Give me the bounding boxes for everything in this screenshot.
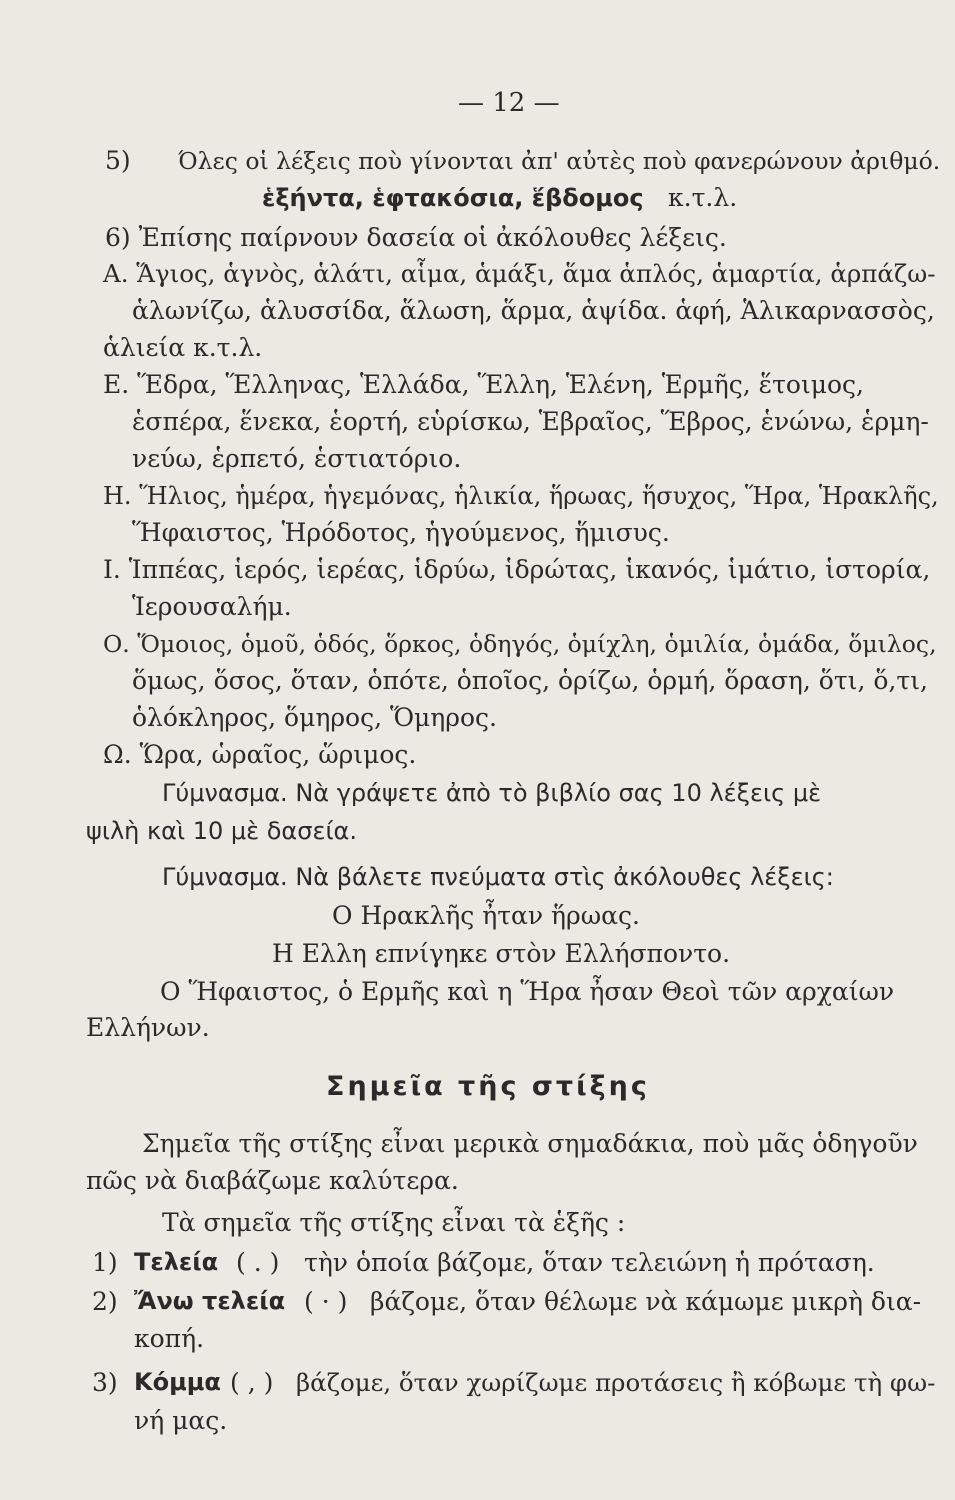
intro-line-3: Τὰ σημεῖα τῆς στίξης εἶναι τὰ ἑξῆς :	[162, 1208, 626, 1237]
mark-2-text: βάζομε, ὅταν θέλωμε νὰ κάμωμε μικρὴ δια-	[370, 1287, 922, 1316]
mark-3-text: βάζομε, ὅταν χωρίζωμε προτάσεις ἢ κόβωμε τὴ φω-	[296, 1368, 936, 1397]
group-a-line-2: ἁλωνίζω, ἁλυσσίδα, ἅλωση, ἅρμα, ἁψίδα. ἁφή, Ἁλικαρνασσὸς,	[132, 296, 935, 325]
group-e-line-2: ἑσπέρα, ἕνεκα, ἑορτή, εὑρίσκω, Ἑβραῖος, Ἕβρος, ἑνώνω, ἑρμη-	[132, 407, 929, 436]
group-h-line-1: Η. Ἥλιος, ἡμέρα, ἡγεμόνας, ἡλικία, ἥρωας, ἥσυχος, Ἥρα, Ἡρακλῆς,	[103, 482, 939, 510]
item-5-text: Όλες οἱ λέξεις ποὺ γίνονται ἀπ' αὐτὲς ποὺ φανερώνουν ἀριθμό.	[178, 147, 941, 175]
mark-3-symbol: ( , )	[230, 1368, 274, 1397]
mark-1-text: τὴν ὁποία βάζομε, ὅταν τελειώνη ἡ πρόταση.	[304, 1248, 875, 1277]
mark-1-symbol: ( . )	[236, 1248, 280, 1277]
group-h-line-2: Ἥφαιστος, Ἡρόδοτος, ἡγούμενος, ἥμισυς.	[132, 518, 670, 547]
group-e-line-3: νεύω, ἑρπετό, ἑστιατόριο.	[132, 444, 462, 473]
mark-1-number: 1)	[92, 1248, 118, 1277]
exercise-1-line-1: Γύμνασμα. Νὰ γράψετε ἀπὸ τὸ βιβλίο σας 10 λέξεις μὲ	[162, 779, 822, 807]
item-5-number: 5)	[105, 146, 131, 175]
mark-2-symbol: ( · )	[304, 1287, 348, 1316]
exercise-2-line-1: Γύμνασμα. Νὰ βάλετε πνεύματα στὶς ἀκόλουθες λέξεις:	[162, 863, 834, 891]
group-e-line-1: Ε. Ἕδρα, Ἕλληνας, Ἑλλάδα, Ἕλλη, Ἑλένη, Ἑρμῆς, ἕτοιμος,	[103, 370, 864, 399]
mark-3-name: Κόμμα	[134, 1368, 221, 1396]
exercise-sentence-4: Ελλήνων.	[86, 1013, 210, 1042]
page-number: — 12 —	[458, 88, 560, 118]
item-5-etc: κ.τ.λ.	[668, 183, 738, 212]
group-i-line-1: Ι. Ἱππέας, ἱερός, ἱερέας, ἱδρύω, ἱδρώτας, ἱκανός, ἱμάτιο, ἱστορία,	[103, 555, 931, 584]
exercise-sentence-3: Ο Ἥφαιστος, ὁ Ερμῆς καὶ η Ἥρα ἦσαν Θεοὶ τῶν αρχαίων	[160, 977, 895, 1006]
group-i-line-2: Ἱερουσαλήμ.	[132, 592, 292, 621]
intro-line-2: πῶς νὰ διαβάζωμε καλύτερα.	[86, 1166, 459, 1195]
mark-2-name: Ἄνω τελεία	[134, 1287, 286, 1315]
section-heading: Σημεῖα τῆς στίξης	[326, 1071, 650, 1102]
mark-2-number: 2)	[92, 1287, 118, 1316]
item-5-examples: ἑξήντα, ἑφτακόσια, ἕβδομος	[262, 184, 644, 212]
exercise-sentence-1: Ο Ηρακλῆς ἦταν ἥρωας.	[332, 901, 640, 930]
intro-line-1: Σημεῖα τῆς στίξης εἶναι μερικὰ σημαδάκια, ποὺ μᾶς ὁδηγοῦν	[142, 1129, 918, 1158]
group-o-line-3: ὁλόκληρος, ὅμηρος, Ὅμηρος.	[132, 703, 497, 732]
item-6-text: 6) Ἐπίσης παίρνουν δασεία οἱ ἀκόλουθες λέξεις.	[105, 223, 727, 252]
group-w-line-1: Ω. Ὥρα, ὡραῖος, ὥριμος.	[103, 740, 417, 769]
mark-3-continuation: νή μας.	[134, 1406, 228, 1435]
group-o-line-1: Ο. Ὅμοιος, ὁμοῦ, ὁδός, ὅρκος, ὁδηγός, ὁμίχλη, ὁμιλία, ὁμάδα, ὅμιλος,	[103, 630, 937, 658]
mark-1-name: Τελεία	[134, 1248, 219, 1276]
exercise-sentence-2: Η Ελλη επνίγηκε στὸν Ελλήσποντο.	[272, 939, 731, 968]
group-a-line-1: Α. Ἅγιος, ἁγνὸς, ἁλάτι, αἷμα, ἁμάξι, ἅμα ἁπλός, ἁμαρτία, ἁρπάζω-	[103, 259, 936, 288]
exercise-1-line-2: ψιλὴ καὶ 10 μὲ δασεία.	[86, 817, 358, 845]
group-o-line-2: ὅμως, ὅσος, ὅταν, ὁπότε, ὁποῖος, ὁρίζω, ὁρμή, ὅραση, ὅτι, ὅ,τι,	[132, 666, 928, 695]
mark-2-continuation: κοπή.	[134, 1324, 205, 1353]
mark-3-number: 3)	[92, 1368, 118, 1397]
group-a-line-3: ἁλιεία κ.τ.λ.	[103, 333, 263, 362]
